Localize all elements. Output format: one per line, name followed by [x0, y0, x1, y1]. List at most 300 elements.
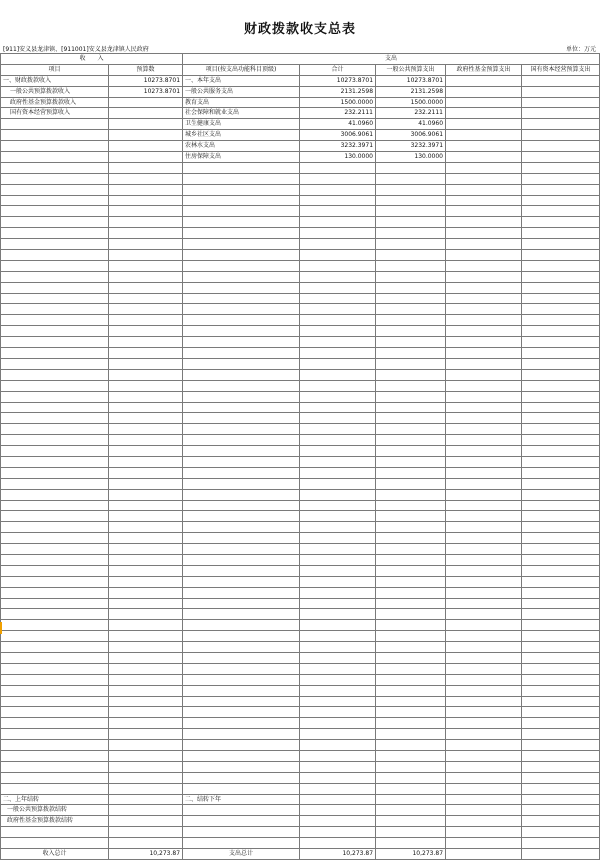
expense-state-cell: [522, 587, 600, 598]
expense-general-cell: [376, 184, 446, 195]
col-state-header: 国有资本经营预算支出: [522, 64, 600, 75]
expense-general-cell: 3232.3971: [376, 141, 446, 152]
expense-state-cell: [522, 674, 600, 685]
expense-state-cell: [522, 446, 600, 457]
expense-total-cell: [300, 358, 376, 369]
income-item-cell: [1, 467, 109, 478]
expense-item-cell: [183, 173, 300, 184]
expense-general-cell: [376, 500, 446, 511]
expense-item-cell: [183, 587, 300, 598]
expense-item-cell: [183, 402, 300, 413]
expense-item-cell: [183, 751, 300, 762]
income-value-cell: [109, 173, 183, 184]
expense-state-cell: [522, 184, 600, 195]
expense-general-cell: [376, 609, 446, 620]
income-item-cell: [1, 162, 109, 173]
carry-forward-row: [1, 794, 600, 805]
expense-fund-cell: [446, 827, 522, 838]
expense-state-cell: [522, 326, 600, 337]
income-item-cell: [1, 707, 109, 718]
income-value-cell: [109, 391, 183, 402]
income-value-cell: [109, 522, 183, 533]
expense-general-cell: 130.0000: [376, 152, 446, 163]
income-value-cell: [109, 674, 183, 685]
expense-item-cell: [183, 348, 300, 359]
expense-item-cell: [183, 250, 300, 261]
expense-fund-cell: [446, 304, 522, 315]
table-row: [1, 206, 600, 217]
income-value-cell: [109, 772, 183, 783]
col-item-header: 项目: [1, 64, 109, 75]
expense-general-cell: 232.2111: [376, 108, 446, 119]
expense-state-cell: [522, 511, 600, 522]
table-row: [1, 500, 600, 511]
expense-general-cell: 41.0960: [376, 119, 446, 130]
income-item-cell: [1, 119, 109, 130]
expense-fund-cell: [446, 239, 522, 250]
income-item-cell: [1, 315, 109, 326]
expense-total-cell: [300, 282, 376, 293]
expense-fund-cell: [446, 108, 522, 119]
income-item-cell: [1, 674, 109, 685]
expense-state-cell: [522, 75, 600, 86]
expense-general-cell: [376, 663, 446, 674]
expense-total-cell: [300, 631, 376, 642]
expense-total-cell: [300, 740, 376, 751]
income-value-cell: [109, 446, 183, 457]
expense-item-cell: [183, 337, 300, 348]
expense-general-cell: [376, 271, 446, 282]
report-title: 财政拨款收支总表: [243, 22, 356, 37]
expense-item-cell: [183, 620, 300, 631]
expense-general-cell: [376, 282, 446, 293]
expense-item-cell: [183, 358, 300, 369]
income-value-cell: [109, 663, 183, 674]
expense-item-cell: [183, 740, 300, 751]
table-row: [1, 467, 600, 478]
income-item-cell: [1, 195, 109, 206]
income-item-cell: [1, 598, 109, 609]
expense-state-cell: [522, 380, 600, 391]
expense-general-cell: [376, 740, 446, 751]
column-header-row: [1, 64, 600, 75]
expense-general-cell: [376, 206, 446, 217]
income-item-cell: [1, 631, 109, 642]
table-row: [1, 435, 600, 446]
income-value-cell: [109, 696, 183, 707]
expense-state-cell: [522, 162, 600, 173]
expense-state-cell: [522, 794, 600, 805]
table-row: [1, 108, 600, 119]
expense-fund-cell: [446, 380, 522, 391]
income-item-cell: [1, 141, 109, 152]
expense-total-cell: [300, 304, 376, 315]
expense-state-cell: [522, 239, 600, 250]
income-item-cell: [1, 184, 109, 195]
expense-item-cell: [183, 718, 300, 729]
expense-item-cell: [183, 304, 300, 315]
prev-fund-label: 政府性基金预算拨款结转: [1, 816, 109, 827]
col-exp-item-header: 项目(按支出功能科目顶级): [183, 64, 300, 75]
income-value-cell: [109, 761, 183, 772]
expense-state-cell: [522, 805, 600, 816]
income-item-cell: [1, 380, 109, 391]
table-row: [1, 598, 600, 609]
expense-state-cell: [522, 478, 600, 489]
expense-fund-cell: [446, 358, 522, 369]
income-value-cell: [109, 609, 183, 620]
expense-fund-cell: [446, 282, 522, 293]
expense-general-cell: [376, 380, 446, 391]
income-value-cell: [109, 631, 183, 642]
expense-total-cell: [300, 271, 376, 282]
expense-item-cell: 社会保障和就业支出: [183, 108, 300, 119]
income-value-cell: [109, 783, 183, 794]
expense-general-cell: [376, 620, 446, 631]
expense-state-cell: [522, 718, 600, 729]
expense-item-cell: [183, 467, 300, 478]
income-value-cell: [109, 250, 183, 261]
income-item-cell: [1, 250, 109, 261]
table-row: [1, 271, 600, 282]
expense-item-cell: 城乡社区支出: [183, 130, 300, 141]
income-value-cell: [109, 652, 183, 663]
income-item-cell: [1, 326, 109, 337]
expense-total-cell: [300, 718, 376, 729]
expense-general-cell: [376, 631, 446, 642]
expense-general-cell: [376, 544, 446, 555]
expense-fund-cell: [446, 75, 522, 86]
expense-fund-cell: [446, 631, 522, 642]
expense-state-cell: [522, 250, 600, 261]
income-item-cell: [1, 293, 109, 304]
expense-item-cell: [183, 838, 300, 849]
income-value-cell: [109, 740, 183, 751]
table-row: [1, 533, 600, 544]
expense-state-cell: [522, 827, 600, 838]
expense-fund-cell: [446, 467, 522, 478]
expense-fund-cell: [446, 816, 522, 827]
expense-item-cell: 卫生健康支出: [183, 119, 300, 130]
table-row: [1, 620, 600, 631]
expense-general-cell: [376, 348, 446, 359]
income-value-cell: [109, 206, 183, 217]
table-row: [1, 75, 600, 86]
expense-item-cell: 住房保障支出: [183, 152, 300, 163]
expense-general-cell: [376, 260, 446, 271]
expense-item-cell: [183, 478, 300, 489]
expense-fund-cell: [446, 250, 522, 261]
income-item-cell: [1, 348, 109, 359]
prev-balance-label: 二、上年结转: [1, 794, 109, 805]
expense-general-cell: [376, 173, 446, 184]
table-row: [1, 173, 600, 184]
expense-state-cell: [522, 663, 600, 674]
expense-item-cell: [183, 326, 300, 337]
income-value-cell: [109, 141, 183, 152]
income-value-cell: [109, 228, 183, 239]
expense-fund-cell: [446, 152, 522, 163]
expense-fund-cell: [446, 554, 522, 565]
income-item-cell: [1, 652, 109, 663]
expense-fund-cell: [446, 783, 522, 794]
expense-fund-cell: [446, 446, 522, 457]
income-item-cell: [1, 446, 109, 457]
expense-item-cell: [183, 293, 300, 304]
income-value-cell: [109, 380, 183, 391]
expense-state-cell: [522, 228, 600, 239]
expense-total-cell: [300, 315, 376, 326]
expense-total-cell: [300, 751, 376, 762]
expense-fund-cell: [446, 849, 522, 860]
income-value-cell: [109, 358, 183, 369]
table-row: [1, 838, 600, 849]
table-row: [1, 86, 600, 97]
expense-general-cell: [376, 424, 446, 435]
expense-general-cell: [376, 467, 446, 478]
table-row: [1, 751, 600, 762]
income-item-cell: [1, 456, 109, 467]
expense-fund-cell: [446, 402, 522, 413]
unit-label: 单位：万元: [565, 46, 596, 53]
expense-item-cell: [183, 696, 300, 707]
expense-total-cell: [300, 195, 376, 206]
expense-total-cell: [300, 620, 376, 631]
table-row: [1, 522, 600, 533]
expense-item-cell: [183, 369, 300, 380]
income-item-cell: [1, 838, 109, 849]
expense-total-cell: [300, 565, 376, 576]
expense-general-cell: [376, 827, 446, 838]
expense-total-cell: [300, 827, 376, 838]
income-item-cell: [1, 228, 109, 239]
expense-state-cell: [522, 391, 600, 402]
expense-group-header: 支出: [183, 54, 600, 65]
table-row: [1, 642, 600, 653]
expense-fund-cell: [446, 173, 522, 184]
table-row: [1, 282, 600, 293]
expense-state-cell: [522, 522, 600, 533]
expense-fund-cell: [446, 642, 522, 653]
income-item-cell: 一、财政拨款收入: [1, 75, 109, 86]
expense-general-cell: [376, 391, 446, 402]
expense-general-cell: [376, 511, 446, 522]
expense-total-cell: [300, 674, 376, 685]
income-value-cell: [109, 729, 183, 740]
expense-fund-cell: [446, 217, 522, 228]
income-value-cell: [109, 816, 183, 827]
expense-total-cell: [300, 337, 376, 348]
table-row: [1, 489, 600, 500]
expense-total-cell: [300, 783, 376, 794]
income-item-cell: [1, 663, 109, 674]
expense-item-cell: [183, 674, 300, 685]
income-value-cell: [109, 282, 183, 293]
income-value-cell: [109, 369, 183, 380]
expense-total-cell: 3232.3971: [300, 141, 376, 152]
expense-total-cell: 232.2111: [300, 108, 376, 119]
expense-total-cell: [300, 478, 376, 489]
expense-general-cell: 2131.2598: [376, 86, 446, 97]
expense-general-cell: [376, 239, 446, 250]
expense-fund-cell: [446, 337, 522, 348]
expense-general-cell: [376, 685, 446, 696]
income-value-cell: [109, 642, 183, 653]
expense-total-cell: [300, 598, 376, 609]
income-item-cell: [1, 554, 109, 565]
expense-state-cell: [522, 838, 600, 849]
income-item-cell: [1, 358, 109, 369]
table-row: [1, 304, 600, 315]
income-value-cell: [109, 260, 183, 271]
table-row: [1, 260, 600, 271]
expense-total-cell: [300, 206, 376, 217]
income-value-cell: [109, 511, 183, 522]
expense-fund-cell: [446, 326, 522, 337]
expense-total-cell: [300, 576, 376, 587]
income-value-cell: [109, 130, 183, 141]
expense-total-cell: [300, 707, 376, 718]
expense-state-cell: [522, 152, 600, 163]
table-row: [1, 696, 600, 707]
income-value-cell: [109, 554, 183, 565]
expense-total-cell: 2131.2598: [300, 86, 376, 97]
table-row: [1, 685, 600, 696]
expense-total-cell: [300, 217, 376, 228]
expense-fund-cell: [446, 119, 522, 130]
expense-fund-cell: [446, 707, 522, 718]
table-row: [1, 195, 600, 206]
income-item-cell: [1, 642, 109, 653]
income-value-cell: [109, 685, 183, 696]
expense-item-cell: [183, 783, 300, 794]
expense-general-cell: [376, 369, 446, 380]
expense-total-cell: 130.0000: [300, 152, 376, 163]
expense-item-cell: [183, 761, 300, 772]
income-value-cell: 10273.8701: [109, 75, 183, 86]
expense-general-cell: [376, 674, 446, 685]
expense-fund-cell: [446, 206, 522, 217]
expense-fund-cell: [446, 489, 522, 500]
expense-general-cell: [376, 565, 446, 576]
expense-state-cell: [522, 609, 600, 620]
table-row: [1, 827, 600, 838]
table-row: [1, 162, 600, 173]
expense-fund-cell: [446, 184, 522, 195]
expense-fund-cell: [446, 271, 522, 282]
expense-general-cell: [376, 435, 446, 446]
expense-general-cell: [376, 402, 446, 413]
expense-general-cell: [376, 478, 446, 489]
expense-total-cell: [300, 369, 376, 380]
table-row: [1, 315, 600, 326]
table-row: [1, 369, 600, 380]
table-row: [1, 130, 600, 141]
expense-state-cell: [522, 97, 600, 108]
income-value-cell: [109, 402, 183, 413]
expense-fund-cell: [446, 348, 522, 359]
table-row: [1, 141, 600, 152]
income-value-cell: [109, 467, 183, 478]
expense-general-cell: [376, 195, 446, 206]
table-row: [1, 511, 600, 522]
table-row: [1, 446, 600, 457]
income-value-cell: [109, 271, 183, 282]
expense-state-cell: [522, 315, 600, 326]
income-item-cell: [1, 761, 109, 772]
income-value-cell: [109, 435, 183, 446]
table-row: [1, 609, 600, 620]
table-row: [1, 761, 600, 772]
expense-item-cell: [183, 489, 300, 500]
income-value-cell: [109, 620, 183, 631]
expense-total-cell: [300, 685, 376, 696]
expense-fund-cell: [446, 195, 522, 206]
expense-fund-cell: [446, 652, 522, 663]
income-item-cell: [1, 435, 109, 446]
expense-general-cell: [376, 642, 446, 653]
income-value-cell: [109, 162, 183, 173]
expense-fund-cell: [446, 141, 522, 152]
expense-state-cell: [522, 173, 600, 184]
income-group-header: 收 入: [1, 54, 183, 65]
expense-item-cell: [183, 663, 300, 674]
income-value-cell: [109, 152, 183, 163]
expense-fund-cell: [446, 838, 522, 849]
expense-fund-cell: [446, 511, 522, 522]
income-item-cell: [1, 783, 109, 794]
expense-item-cell: [183, 413, 300, 424]
expense-general-cell: [376, 805, 446, 816]
income-item-cell: [1, 489, 109, 500]
expense-item-cell: [183, 391, 300, 402]
expense-state-cell: [522, 576, 600, 587]
table-row: [1, 97, 600, 108]
expense-general-cell: [376, 718, 446, 729]
expense-state-cell: [522, 652, 600, 663]
expense-total-cell: 3006.9061: [300, 130, 376, 141]
expense-total-value: 10,273.87: [300, 849, 376, 860]
expense-state-cell: [522, 435, 600, 446]
expense-general-cell: [376, 533, 446, 544]
expense-total-cell: [300, 794, 376, 805]
expense-total-cell: [300, 380, 376, 391]
table-row: [1, 783, 600, 794]
expense-general-cell: [376, 326, 446, 337]
income-value-cell: [109, 544, 183, 555]
expense-total-cell: [300, 348, 376, 359]
expense-fund-cell: [446, 315, 522, 326]
expense-item-cell: 农林水支出: [183, 141, 300, 152]
expense-fund-cell: [446, 500, 522, 511]
expense-state-cell: [522, 620, 600, 631]
expense-total-cell: [300, 663, 376, 674]
expense-fund-cell: [446, 772, 522, 783]
expense-item-cell: [183, 456, 300, 467]
expense-general-cell: [376, 250, 446, 261]
expense-state-cell: [522, 358, 600, 369]
expense-total-cell: [300, 761, 376, 772]
group-header-row: [1, 54, 600, 65]
expense-item-cell: [183, 260, 300, 271]
expense-total-cell: [300, 772, 376, 783]
expense-total-cell: [300, 838, 376, 849]
expense-general-cell: 1500.0000: [376, 97, 446, 108]
income-item-cell: [1, 304, 109, 315]
expense-state-cell: [522, 631, 600, 642]
expense-item-cell: [183, 729, 300, 740]
expense-fund-cell: [446, 86, 522, 97]
